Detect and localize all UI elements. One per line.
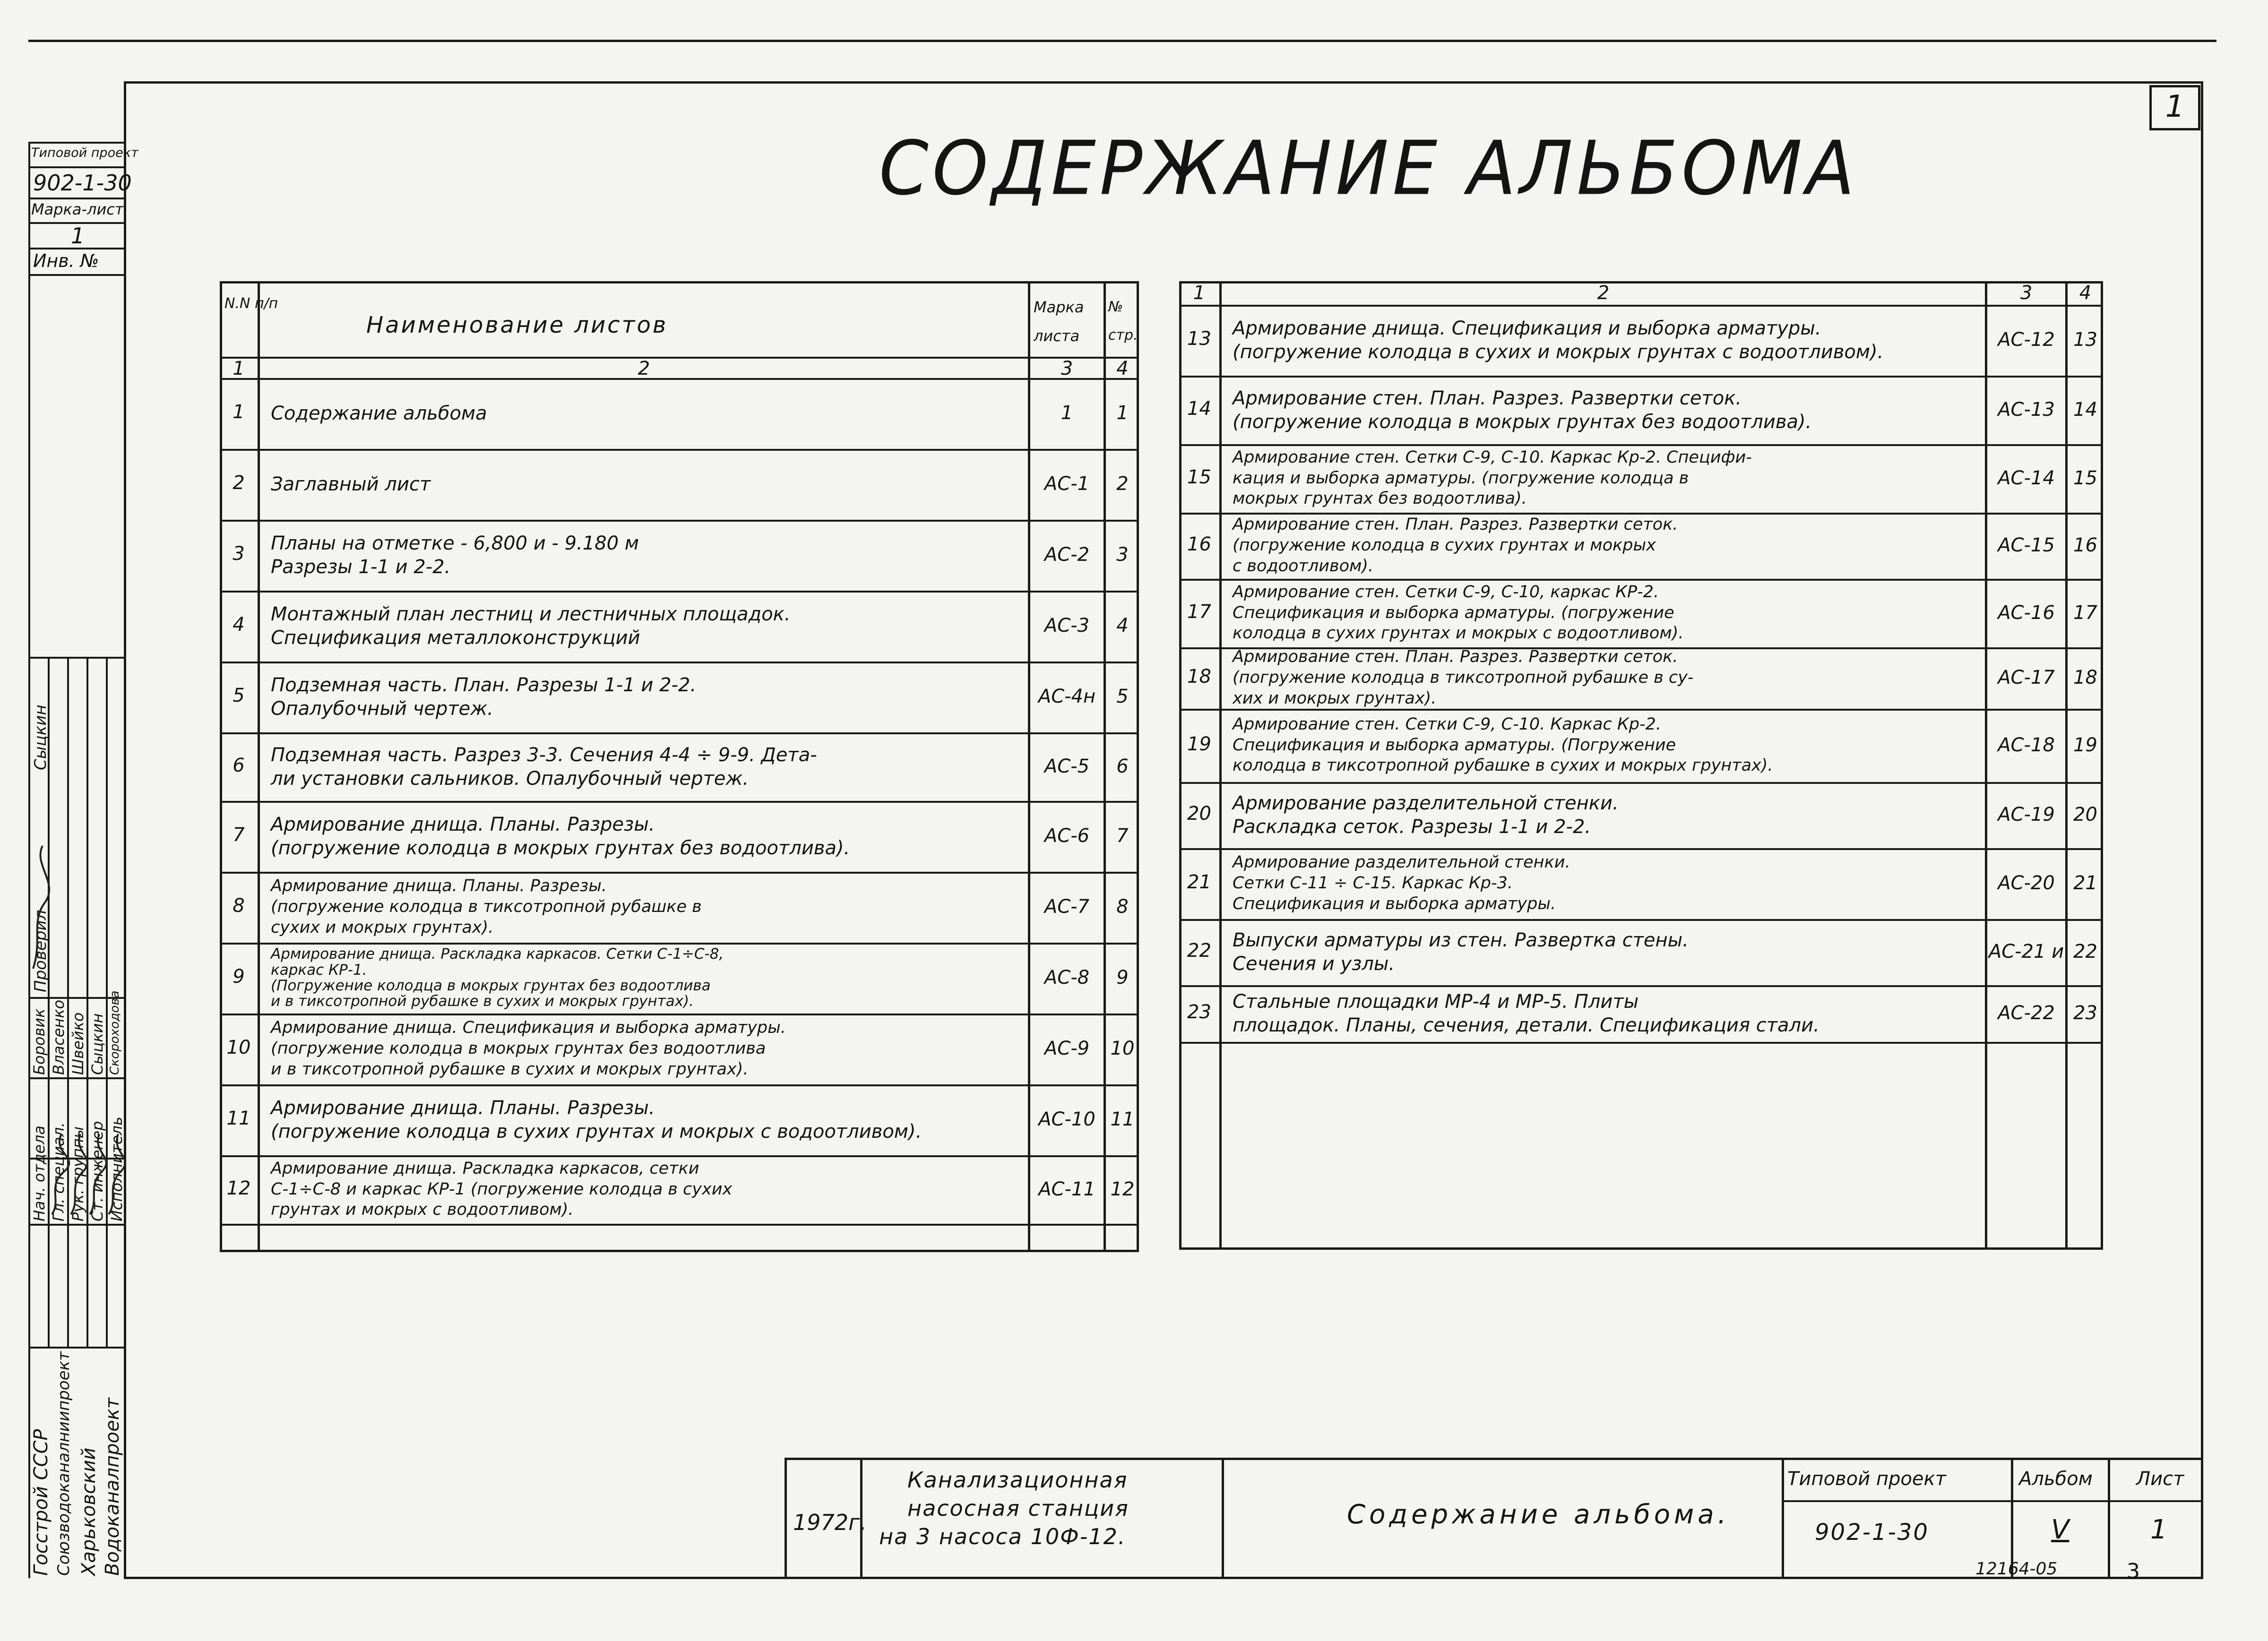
row-name-line: Спецификация и выборка арматуры. (погружение xyxy=(1233,603,1674,622)
row-number: 9 xyxy=(233,966,245,988)
row-name-line: Армирование днища. Спецификация и выборка арматуры. xyxy=(271,1018,786,1038)
row-name-line: Спецификация и выборка арматуры. (Погружение xyxy=(1233,735,1676,755)
row-name-line: Армирование стен. План. Разрез. Развертки сеток. xyxy=(1233,387,1742,409)
name-4: Сыцкин xyxy=(88,1013,106,1075)
row-page: 7 xyxy=(1116,825,1129,847)
name-2: Власенко xyxy=(50,999,68,1075)
role-2: Гл. специал. xyxy=(50,1122,68,1221)
row-name-line: (погружение колодца в сухих грунтах и мокрых xyxy=(1233,536,1656,555)
row-mark: АС-17 xyxy=(1998,667,2055,688)
contents-table-right xyxy=(1179,281,2103,1250)
row-name-line: (погружение колодца в сухих и мокрых грунтах с водоотливом). xyxy=(1233,341,1884,363)
row-number: 7 xyxy=(233,824,245,846)
row-name xyxy=(1233,387,1811,434)
row-name-line: и в тиксотропной рубашке в сухих и мокрых грунтах). xyxy=(271,1059,749,1079)
tb-project-3: на 3 насоса 10Ф-12. xyxy=(879,1524,1126,1549)
row-name-line: кация и выборка арматуры. (погружение колодца в xyxy=(1233,468,1689,488)
row-page: 9 xyxy=(1116,967,1129,988)
row-number: 12 xyxy=(226,1177,251,1199)
name-3: Швейко xyxy=(69,1012,87,1075)
row-number: 6 xyxy=(233,754,245,776)
tb-project-1: Канализационная xyxy=(907,1467,1128,1493)
stamp-mark-label: Марка-лист xyxy=(31,200,124,218)
row-number: 16 xyxy=(1187,533,1211,555)
row-number: 4 xyxy=(233,614,245,636)
r-col-no-3: 3 xyxy=(2020,282,2033,304)
stamp-block xyxy=(28,142,138,305)
row-name xyxy=(1233,647,1693,709)
row-page: 10 xyxy=(1110,1038,1135,1059)
role-5: Исполнитель xyxy=(108,1117,126,1221)
row-number: 8 xyxy=(233,895,245,917)
row-number: 2 xyxy=(233,472,245,494)
role-3: Рук. группы xyxy=(69,1126,87,1221)
row-page: 1 xyxy=(1116,402,1129,424)
tb-typical-label: Типовой проект xyxy=(1787,1468,1946,1490)
row-mark: АС-20 xyxy=(1998,872,2055,894)
row-name-line: мокрых грунтах без водоотлива). xyxy=(1233,489,1527,508)
row-name-line: Армирование стен. Сетки С-9, С-10. Каркас Кр-2. Специфи- xyxy=(1233,447,1752,467)
footer-page: 3 xyxy=(2127,1559,2140,1583)
row-name xyxy=(271,813,850,860)
row-number: 13 xyxy=(1187,328,1211,350)
name-5: Скороходова xyxy=(108,990,122,1075)
row-mark: АС-10 xyxy=(1038,1108,1095,1130)
row-name-line: С-1÷С-8 и каркас КР-1 (погружение колодца в сухих xyxy=(271,1179,733,1199)
row-name-line: площадок. Планы, сечения, детали. Спецификация стали. xyxy=(1233,1014,1820,1036)
row-mark: АС-14 xyxy=(1998,467,2055,489)
row-name-line: ли установки сальников. Опалубочный чертеж. xyxy=(271,767,749,790)
row-name-line: хих и мокрых грунтах). xyxy=(1233,688,1437,708)
row-mark: АС-13 xyxy=(1998,398,2055,421)
row-name xyxy=(1233,582,1684,644)
row-name xyxy=(1233,447,1752,509)
row-number: 23 xyxy=(1187,1001,1211,1023)
footer-code: 12164-05 xyxy=(1975,1559,2058,1579)
row-name-line: Монтажный план лестниц и лестничных площадок. xyxy=(271,603,791,625)
row-name xyxy=(1233,852,1570,914)
row-name-line: Стальные площадки МР-4 и МР-5. Плиты xyxy=(1233,991,1639,1013)
row-name-line: Сетки С-11 ÷ С-15. Каркас Кр-3. xyxy=(1233,874,1513,893)
tb-album-value: V xyxy=(2051,1514,2070,1545)
org-2: Союзводоканалниипроект xyxy=(54,1351,73,1576)
tb-sheet-title: Содержание альбома. xyxy=(1347,1499,1730,1530)
row-mark: АС-9 xyxy=(1044,1038,1090,1059)
tb-sheet-label: Лист xyxy=(2136,1468,2184,1490)
row-name-line: Армирование днища. Спецификация и выборка арматуры. xyxy=(1233,318,1821,339)
row-name xyxy=(1233,928,1689,976)
col-no-3: 3 xyxy=(1061,358,1073,379)
row-name-line: (погружение колодца в мокрых грунтах без водоотлива). xyxy=(1233,411,1812,433)
row-name xyxy=(1233,990,1820,1037)
row-page: 23 xyxy=(2073,1002,2097,1024)
row-mark: АС-18 xyxy=(1998,734,2055,756)
row-name-line: колодца в сухих грунтах и мокрых с водоотливом). xyxy=(1233,624,1684,643)
row-name xyxy=(271,402,487,425)
row-mark: АС-4н xyxy=(1038,686,1096,707)
row-mark: АС-3 xyxy=(1044,615,1090,636)
top-border-line xyxy=(28,40,2216,42)
row-name-line: Спецификация металлоконструкций xyxy=(271,627,640,649)
row-page: 20 xyxy=(2073,804,2097,825)
row-number: 3 xyxy=(233,543,245,565)
row-number: 21 xyxy=(1187,871,1211,893)
row-mark: АС-2 xyxy=(1044,544,1090,566)
stamp-code: 902-1-30 xyxy=(33,170,132,196)
row-name-line: Армирование стен. Сетки С-9, С-10, каркас КР-2. xyxy=(1233,582,1659,601)
org-4: Водоканалпроект xyxy=(102,1397,123,1576)
row-page: 16 xyxy=(2073,534,2097,556)
stamp-mark-value: 1 xyxy=(71,223,85,249)
r-col-no-1: 1 xyxy=(1193,282,1206,304)
stamp-label: Типовой проект xyxy=(31,146,138,160)
row-name-line: (погружение колодца в мокрых грунтах без водоотлива). xyxy=(271,837,850,859)
row-name-line: Сечения и узлы. xyxy=(1233,953,1395,975)
row-name xyxy=(271,673,696,721)
row-page: 2 xyxy=(1116,473,1129,495)
row-name-line: каркас КР-1. xyxy=(271,961,367,979)
row-mark: АС-15 xyxy=(1998,534,2055,556)
stamp-inv-label: Инв. № xyxy=(33,250,99,271)
row-name-line: грунтах и мокрых с водоотливом). xyxy=(271,1200,574,1220)
row-name xyxy=(271,532,639,579)
row-page: 6 xyxy=(1116,755,1129,777)
hdr-num: N.N п/п xyxy=(224,295,278,312)
row-name xyxy=(271,1159,732,1220)
row-name-line: Опалубочный чертеж. xyxy=(271,698,493,720)
row-name-line: (Погружение колодца в мокрых грунтах без водоотлива xyxy=(271,977,711,994)
name-1: Боровик xyxy=(30,1008,48,1075)
row-page: 5 xyxy=(1116,686,1129,707)
col-no-4: 4 xyxy=(1116,358,1129,379)
row-name-line: Спецификация и выборка арматуры. xyxy=(1233,894,1556,913)
row-page: 13 xyxy=(2073,329,2097,351)
row-name xyxy=(271,743,817,790)
row-number: 5 xyxy=(233,685,245,706)
row-number: 10 xyxy=(226,1037,251,1058)
row-name-line: Армирование стен. План. Разрез. Развертки сеток. xyxy=(1233,515,1678,534)
row-name-line: Армирование разделительной стенки. xyxy=(1233,853,1570,872)
org-3: Харьковский xyxy=(78,1447,100,1576)
row-name-line: (погружение колодца в тиксотропной рубашке в xyxy=(271,897,702,917)
r-col-no-4: 4 xyxy=(2079,282,2092,304)
checked-label: Проверил xyxy=(31,910,50,992)
r-col-no-2: 2 xyxy=(1597,282,1610,304)
hdr-name: Наименование листов xyxy=(366,312,668,338)
signatures-scribble xyxy=(28,657,125,1224)
row-name-line: Армирование днища. Планы. Разрезы. xyxy=(271,876,607,896)
row-name-line: (погружение колодца в сухих грунтах и мокрых с водоотливом). xyxy=(271,1121,922,1143)
row-page: 17 xyxy=(2073,601,2097,624)
row-page: 4 xyxy=(1116,615,1129,636)
row-name xyxy=(1233,714,1773,776)
row-name-line: и в тиксотропной рубашке в сухих и мокрых грунтах). xyxy=(271,993,694,1010)
contents-table-left xyxy=(220,281,1139,1252)
row-number: 19 xyxy=(1187,733,1211,755)
row-name-line: (погружение колодца в тиксотропной рубашке в су- xyxy=(1233,668,1694,687)
row-number: 11 xyxy=(226,1108,251,1129)
row-mark: АС-5 xyxy=(1044,755,1090,777)
row-name-line: Подземная часть. План. Разрезы 1-1 и 2-2. xyxy=(271,674,697,696)
row-page: 15 xyxy=(2073,467,2097,489)
row-name xyxy=(271,602,791,650)
tb-album-label: Альбом xyxy=(2019,1468,2093,1490)
row-mark: АС-22 xyxy=(1998,1002,2055,1024)
row-mark: АС-11 xyxy=(1038,1178,1095,1200)
row-page: 19 xyxy=(2073,734,2097,756)
row-mark: АС-7 xyxy=(1044,896,1090,918)
row-name-line: колодца в тиксотропной рубашке в сухих и мокрых грунтах). xyxy=(1233,756,1773,775)
row-name-line: Планы на отметке - 6,800 и - 9.180 м xyxy=(271,533,639,554)
row-page: 14 xyxy=(2073,398,2097,421)
row-number: 14 xyxy=(1187,397,1211,420)
hdr-mark: Марка листа xyxy=(1034,298,1084,345)
row-mark: АС-12 xyxy=(1998,329,2055,351)
row-name xyxy=(271,876,702,938)
role-1: Нач. отдела xyxy=(30,1125,48,1221)
row-page: 8 xyxy=(1116,896,1129,918)
row-name-line: Раскладка сеток. Разрезы 1-1 и 2-2. xyxy=(1233,816,1591,838)
row-name-line: Разрезы 1-1 и 2-2. xyxy=(271,556,451,578)
row-name-line: Армирование днища. Планы. Разрезы. xyxy=(271,814,655,835)
hdr-page: № стр. xyxy=(1108,299,1138,344)
row-mark: АС-16 xyxy=(1998,601,2055,624)
row-name-line: (погружение колодца в мокрых грунтах без водоотлива xyxy=(271,1039,766,1058)
checked-name: Сыцкин xyxy=(31,705,50,770)
row-name-line: сухих и мокрых грунтах). xyxy=(271,918,494,937)
row-name xyxy=(271,946,724,1010)
row-mark: 1 xyxy=(1061,402,1073,424)
row-name-line: Подземная часть. Разрез 3-3. Сечения 4-4 ÷ 9-9. Дета- xyxy=(271,744,817,766)
role-4: Ст. инженер xyxy=(88,1121,106,1221)
row-name-line: Армирование днища. Раскладка каркасов, сетки xyxy=(271,1159,699,1178)
signature-block xyxy=(28,657,125,1578)
tb-project-2: насосная станция xyxy=(907,1495,1129,1521)
page-title: СОДЕРЖАНИЕ АЛЬБОМА xyxy=(879,125,1859,212)
row-name-line: Армирование стен. План. Разрез. Развертки сеток. xyxy=(1233,647,1678,667)
tb-typical-value: 902-1-30 xyxy=(1815,1519,1929,1546)
row-number: 18 xyxy=(1187,666,1211,687)
row-page: 22 xyxy=(2073,941,2097,962)
row-mark: АС-19 xyxy=(1998,804,2055,825)
row-page: 12 xyxy=(1110,1178,1135,1200)
row-page: 21 xyxy=(2073,872,2097,894)
row-name-line: Содержание альбома xyxy=(271,403,487,424)
row-mark: АС-8 xyxy=(1044,967,1090,988)
row-name-line: Заглавный лист xyxy=(271,473,431,495)
row-name-line: Армирование разделительной стенки. xyxy=(1233,792,1619,814)
row-name xyxy=(1233,515,1678,576)
org-1: Госстрой СССР xyxy=(30,1429,52,1576)
row-name xyxy=(271,1018,786,1080)
row-number: 1 xyxy=(233,401,245,423)
row-name xyxy=(271,1096,922,1143)
row-page: 11 xyxy=(1110,1108,1135,1130)
row-name xyxy=(1233,317,1883,364)
sheet-number: 1 xyxy=(2165,89,2185,124)
row-number: 20 xyxy=(1187,803,1211,825)
row-name-line: Армирование днища. Раскладка каркасов. Сетки С-1÷С-8, xyxy=(271,945,724,963)
row-number: 17 xyxy=(1187,601,1211,623)
row-number: 22 xyxy=(1187,940,1211,962)
sheet-number-box xyxy=(2149,85,2200,130)
row-name xyxy=(1233,791,1619,839)
row-number: 15 xyxy=(1187,466,1211,488)
row-name xyxy=(271,473,431,496)
tb-year: 1972г. xyxy=(793,1510,867,1535)
tb-sheet-value: 1 xyxy=(2150,1514,2167,1545)
row-name-line: с водоотливом). xyxy=(1233,556,1374,576)
row-name-line: Выпуски арматуры из стен. Развертка стены. xyxy=(1233,929,1689,951)
col-no-2: 2 xyxy=(638,358,650,379)
row-page: 18 xyxy=(2073,667,2097,688)
row-mark: АС-21 и xyxy=(1988,941,2064,962)
row-mark: АС-1 xyxy=(1044,473,1090,495)
row-page: 3 xyxy=(1116,544,1129,566)
row-name-line: Армирование днища. Планы. Разрезы. xyxy=(271,1097,655,1119)
row-mark: АС-6 xyxy=(1044,825,1090,847)
col-no-1: 1 xyxy=(233,358,245,379)
row-name-line: Армирование стен. Сетки С-9, С-10. Каркас Кр-2. xyxy=(1233,714,1661,734)
